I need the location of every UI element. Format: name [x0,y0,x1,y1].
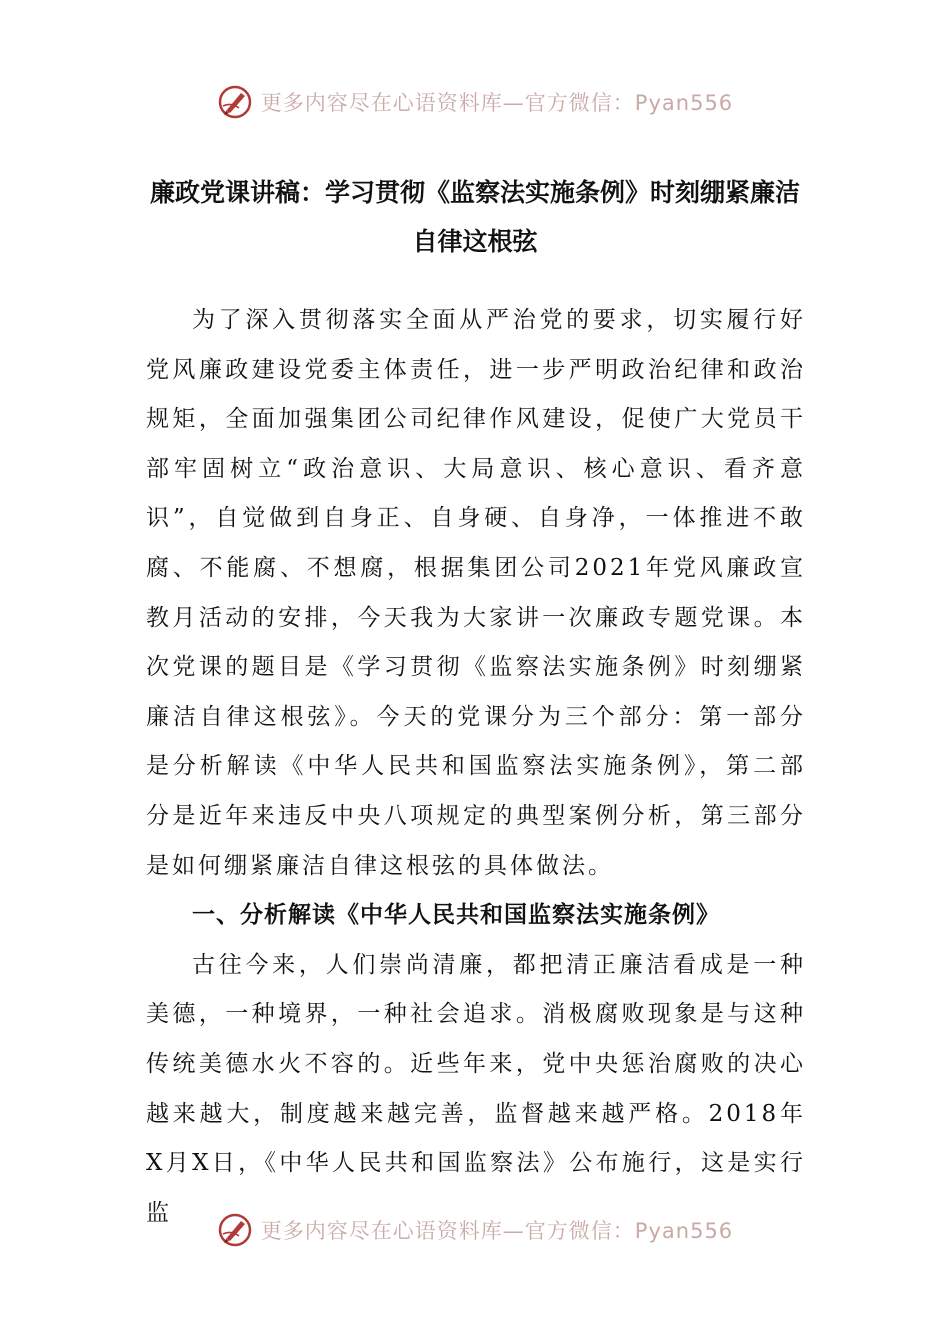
intro-paragraph: 为了深入贯彻落实全面从严治党的要求，切实履行好党风廉政建设党委主体责任，进一步严明政治纪律和政治规矩，全面加强集团公司纪律作风建设，促使广大党员干部牢固树立“政治意识、大局意识、核心意识、看齐意识”，自觉做到自身正、自身硬、自身净，一体推进不敢腐、不能腐、不想腐，根据集团公司2021年党风廉政宣教月活动的安排，今天我为大家讲一次廉政专题党课。本次党课的题目是《学习贯彻《监察法实施条例》时刻绷紧廉洁自律这根弦》。今天的党课分为三个部分：第一部分是分析解读《中华人民共和国监察法实施条例》，第二部分是近年来违反中央八项规定的典型案例分析，第三部分是如何绷紧廉洁自律这根弦的具体做法。 [146,307,806,879]
pen-logo-icon [217,84,253,120]
watermark-text: 更多内容尽在心语资料库—官方微信：Pyan556 [260,91,734,115]
section-1-heading: 一、分析解读《中华人民共和国监察法实施条例》 [192,902,720,929]
watermark-banner-top [0,80,950,124]
watermark-banner-bottom [0,1208,950,1252]
watermark-text: 更多内容尽在心语资料库—官方微信：Pyan556 [260,1219,734,1243]
pen-logo-icon [217,1212,253,1248]
document-body [146,296,806,1238]
document-title: 廉政党课讲稿：学习贯彻《监察法实施条例》时刻绷紧廉洁自律这根弦 [149,178,800,256]
section-1-paragraph: 古往今来，人们崇尚清廉，都把清正廉洁看成是一种美德，一种境界，一种社会追求。消极腐败现象是与这种传统美德水火不容的。近些年来，党中央惩治腐败的决心越来越大，制度越来越完善，监督越来越严格。2018年X月X日，《中华人民共和国监察法》公布施行，这是实行监 [146,951,806,1226]
